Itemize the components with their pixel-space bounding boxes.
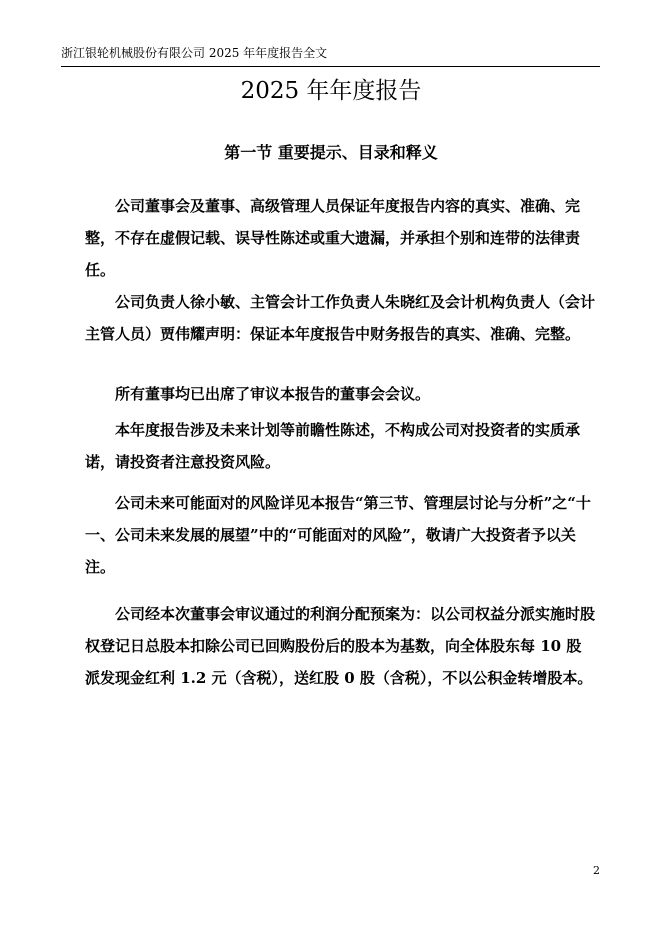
paragraph-profit-distribution: 公司经本次董事会审议通过的利润分配预案为：以公司权益分派实施时股权登记日总股本扣除公司已回购股份后的股本为基数，向全体股东每 10 股派发现金红利 1.2 元（含税），送红股 0 股（含税），不以公积金转增股本。 xyxy=(85,605,596,687)
paragraph-forward-looking: 本年度报告涉及未来计划等前瞻性陈述，不构成公司对投资者的实质承诺，请投资者注意投资风险。 xyxy=(85,421,581,471)
paragraph-directors-attendance: 所有董事均已出席了审议本报告的董事会会议。 xyxy=(115,385,431,403)
paragraph-risk-notice: 公司未来可能面对的风险详见本报告“第三节、管理层讨论与分析”之“十一、公司未来发展的展望”中的“可能面对的风险”，敬请广大投资者予以关注。 xyxy=(85,494,591,576)
page-number: 2 xyxy=(593,864,600,877)
document-title: 2025 年年度报告 xyxy=(240,78,422,104)
running-title: 浙江银轮机械股份有限公司 2025 年年度报告全文 xyxy=(61,46,328,60)
paragraph-board-guarantee: 公司董事会及董事、高级管理人员保证年度报告内容的真实、准确、完整，不存在虚假记载、误导性陈述或重大遗漏，并承担个别和连带的法律责任。 xyxy=(85,197,581,279)
page-header xyxy=(61,44,600,67)
section-title: 第一节 重要提示、目录和释义 xyxy=(224,143,438,162)
paragraph-responsible-persons: 公司负责人徐小敏、主管会计工作负责人朱晓红及会计机构负责人（会计主管人员）贾伟耀声明：保证本年度报告中财务报告的真实、准确、完整。 xyxy=(85,293,596,343)
